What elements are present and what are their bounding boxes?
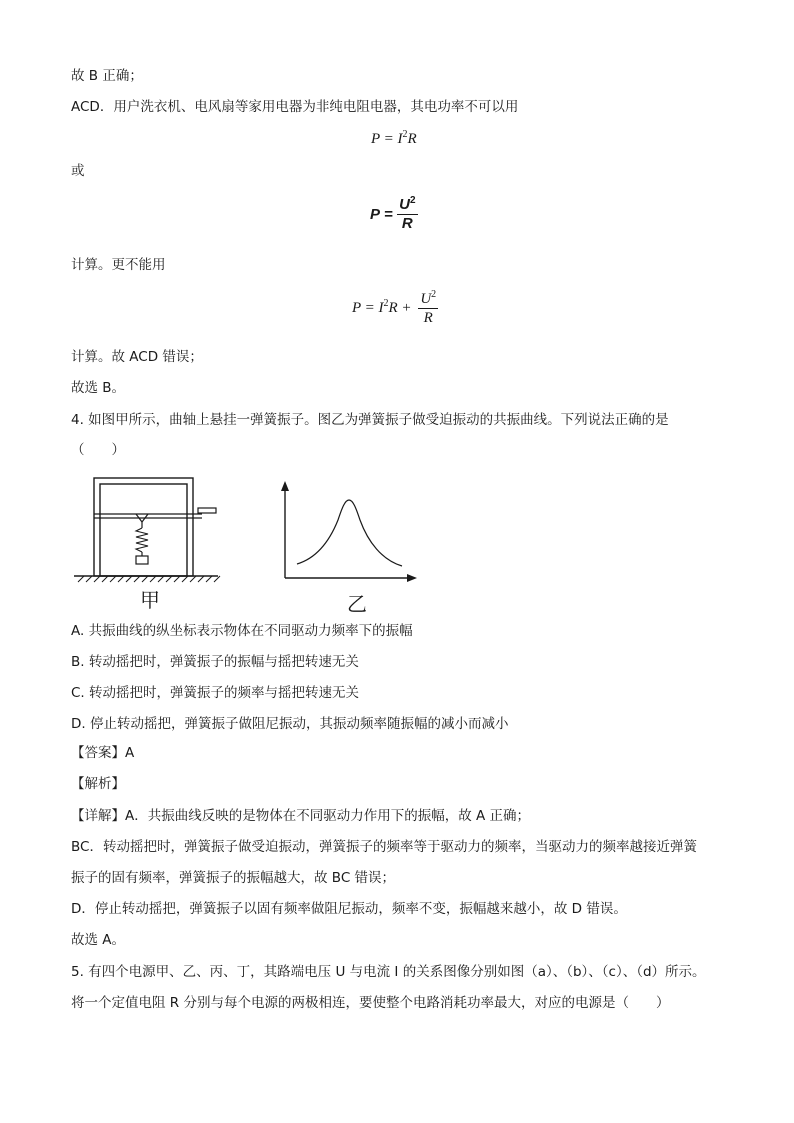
option-a: A. 共振曲线的纵坐标表示物体在不同驱动力频率下的振幅 bbox=[71, 623, 413, 639]
answer-line bbox=[71, 743, 134, 763]
formula-p-u2-over-r: P = $\frac{U^2}{R}$ bbox=[370, 195, 416, 232]
detail-line: BC．转动摇把时，弹簧振子做受迫振动，弹簧振子的频率等于驱动力的频率，当驱动力的频率越接近弹簧 bbox=[71, 839, 697, 855]
answer-value: A bbox=[125, 745, 135, 761]
question-5-stem: 5. 有四个电源甲、乙、丙、丁，其路端电压 U 与电流 I 的关系图像分别如图（a）、（b）、（c）、（d）所示。 bbox=[71, 964, 706, 980]
text-line: 计算。故 ACD 错误； bbox=[71, 349, 203, 365]
figure-caption-left: 甲 bbox=[140, 588, 160, 612]
text-line: 计算。更不能用 bbox=[71, 257, 166, 273]
detail-line: 故选 A。 bbox=[71, 932, 126, 948]
question-4-paren: （ ） bbox=[71, 442, 125, 458]
detail-line: D．停止转动摇把，弹簧振子以固有频率做阻尼振动，频率不变，振幅越来越小，故 D 错误。 bbox=[71, 901, 627, 917]
option-c: C. 转动摇把时，弹簧振子的频率与摇把转速无关 bbox=[71, 685, 360, 701]
question-5-stem-cont: 将一个定值电阻 R 分别与每个电源的两极相连，要使整个电路消耗功率最大，对应的电源是（ ） bbox=[71, 995, 670, 1011]
analysis-tag: 【解析】 bbox=[71, 776, 125, 792]
detail-line: 【详解】A．共振曲线反映的是物体在不同驱动力作用下的振幅，故 A 正确； bbox=[71, 808, 531, 824]
answer-tag: 【答案】 bbox=[71, 745, 125, 761]
text-line: 或 bbox=[71, 163, 85, 179]
formula-p-sum: $P = I^2R$ + $\frac{U^2}{R}$ bbox=[352, 289, 437, 326]
text-line: 故 B 正确； bbox=[71, 68, 143, 84]
figure-caption-right: 乙 bbox=[347, 592, 367, 616]
formula-p-i2r: $P = I^2R$ bbox=[371, 129, 417, 147]
text-line: ACD．用户洗衣机、电风扇等家用电器为非纯电阻电器，其电功率不可以用 bbox=[71, 99, 519, 115]
detail-line: 振子的固有频率，弹簧振子的振幅越大，故 BC 错误； bbox=[71, 870, 396, 886]
figure-resonance-curve bbox=[272, 478, 422, 588]
option-d: D. 停止转动摇把，弹簧振子做阻尼振动，其振动频率随振幅的减小而减小 bbox=[71, 716, 509, 732]
option-b: B. 转动摇把时，弹簧振子的振幅与摇把转速无关 bbox=[71, 654, 359, 670]
text-line: 故选 B。 bbox=[71, 380, 126, 396]
question-4-stem: 4. 如图甲所示，曲轴上悬挂一弹簧振子。图乙为弹簧振子做受迫振动的共振曲线。下列说法正确的是 bbox=[71, 412, 669, 428]
